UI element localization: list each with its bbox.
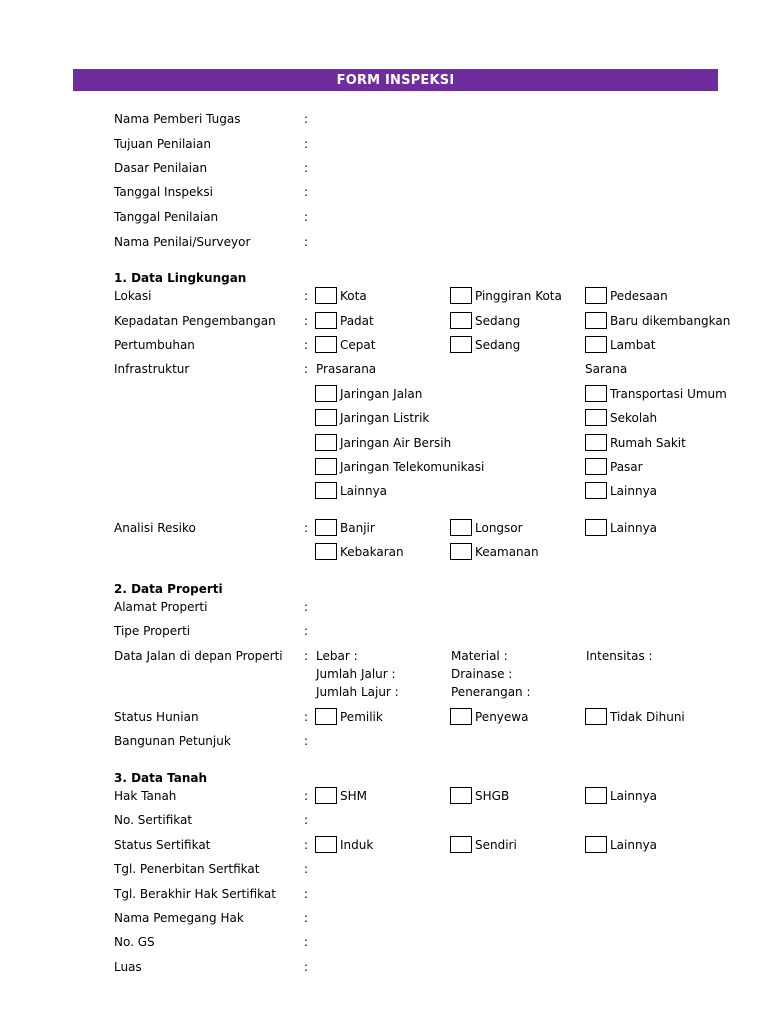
option-label: Rumah Sakit bbox=[610, 436, 686, 450]
colon: : bbox=[304, 813, 309, 827]
checkbox-sertifikat-lainnya[interactable] bbox=[585, 836, 607, 853]
colon: : bbox=[304, 521, 309, 535]
checkbox-pertumbuhan-lambat[interactable] bbox=[585, 336, 607, 353]
colon: : bbox=[304, 624, 309, 638]
form-title: FORM INSPEKSI bbox=[336, 72, 455, 88]
colon: : bbox=[304, 161, 309, 175]
field-dasar-penilaian-label: Dasar Penilaian bbox=[114, 161, 208, 175]
colon: : bbox=[304, 137, 309, 151]
colon: : bbox=[304, 887, 309, 901]
colon: : bbox=[304, 600, 309, 614]
checkbox-lokasi-pinggiran-kota[interactable] bbox=[450, 287, 472, 304]
option-label: Banjir bbox=[340, 521, 375, 535]
checkbox-lokasi-kota[interactable] bbox=[315, 287, 337, 304]
field-tujuan-penilaian-label: Tujuan Penilaian bbox=[114, 137, 211, 151]
checkbox-jaringan-air-bersih[interactable] bbox=[315, 434, 337, 451]
colon: : bbox=[304, 838, 309, 852]
checkbox-lokasi-pedesaan[interactable] bbox=[585, 287, 607, 304]
checkbox-sekolah[interactable] bbox=[585, 409, 607, 426]
colon: : bbox=[304, 960, 309, 974]
checkbox-pertumbuhan-sedang[interactable] bbox=[450, 336, 472, 353]
checkbox-pasar[interactable] bbox=[585, 458, 607, 475]
checkbox-penyewa[interactable] bbox=[450, 708, 472, 725]
colon: : bbox=[304, 862, 309, 876]
colon: : bbox=[304, 185, 309, 199]
option-label: Jaringan Jalan bbox=[340, 387, 423, 401]
checkbox-jaringan-jalan[interactable] bbox=[315, 385, 337, 402]
jalan-jumlah-lajur-label: Jumlah Lajur : bbox=[316, 685, 399, 699]
option-label: Sendiri bbox=[475, 838, 517, 852]
jalan-intensitas-label: Intensitas : bbox=[586, 649, 653, 663]
colon: : bbox=[304, 789, 309, 803]
field-nama-pemberi-tugas-label: Nama Pemberi Tugas bbox=[114, 112, 241, 126]
colon: : bbox=[304, 235, 309, 249]
hak-tanah-label: Hak Tanah bbox=[114, 789, 177, 803]
option-label: Sedang bbox=[475, 338, 521, 352]
option-label: Cepat bbox=[340, 338, 376, 352]
checkbox-shm[interactable] bbox=[315, 787, 337, 804]
option-label: Padat bbox=[340, 314, 374, 328]
colon: : bbox=[304, 314, 309, 328]
jalan-drainase-label: Drainase : bbox=[451, 667, 513, 681]
option-label: Sekolah bbox=[610, 411, 658, 425]
colon: : bbox=[304, 649, 309, 663]
section-heading-data-properti: 2. Data Properti bbox=[114, 582, 223, 596]
section-heading-data-lingkungan: 1. Data Lingkungan bbox=[114, 271, 247, 285]
colon: : bbox=[304, 734, 309, 748]
option-label: Kota bbox=[340, 289, 367, 303]
no-gs-label: No. GS bbox=[114, 935, 155, 949]
status-hunian-label: Status Hunian bbox=[114, 710, 199, 724]
checkbox-pemilik[interactable] bbox=[315, 708, 337, 725]
jalan-penerangan-label: Penerangan : bbox=[451, 685, 531, 699]
option-label: Baru dikembangkan bbox=[610, 314, 731, 328]
checkbox-sendiri[interactable] bbox=[450, 836, 472, 853]
analisi-resiko-label: Analisi Resiko bbox=[114, 521, 196, 535]
checkbox-jaringan-listrik[interactable] bbox=[315, 409, 337, 426]
option-label: Longsor bbox=[475, 521, 523, 535]
checkbox-induk[interactable] bbox=[315, 836, 337, 853]
section-heading-data-tanah: 3. Data Tanah bbox=[114, 771, 208, 785]
option-label: Pinggiran Kota bbox=[475, 289, 562, 303]
colon: : bbox=[304, 362, 309, 376]
checkbox-hak-lainnya[interactable] bbox=[585, 787, 607, 804]
option-label: Transportasi Umum bbox=[610, 387, 727, 401]
option-label: Lainnya bbox=[610, 484, 658, 498]
option-label: Pemilik bbox=[340, 710, 383, 724]
status-sertifikat-label: Status Sertifikat bbox=[114, 838, 211, 852]
option-label: Kebakaran bbox=[340, 545, 404, 559]
colon: : bbox=[304, 911, 309, 925]
checkbox-prasarana-lainnya[interactable] bbox=[315, 482, 337, 499]
checkbox-jaringan-telekomunikasi[interactable] bbox=[315, 458, 337, 475]
colon: : bbox=[304, 112, 309, 126]
checkbox-transportasi-umum[interactable] bbox=[585, 385, 607, 402]
option-label: Sedang bbox=[475, 314, 521, 328]
luas-label: Luas bbox=[114, 960, 142, 974]
checkbox-kepadatan-baru[interactable] bbox=[585, 312, 607, 329]
data-jalan-label: Data Jalan di depan Properti bbox=[114, 649, 283, 663]
checkbox-keamanan[interactable] bbox=[450, 543, 472, 560]
nama-pemegang-hak-label: Nama Pemegang Hak bbox=[114, 911, 244, 925]
option-label: Jaringan Listrik bbox=[340, 411, 430, 425]
field-tanggal-penilaian-label: Tanggal Penilaian bbox=[114, 210, 219, 224]
checkbox-banjir[interactable] bbox=[315, 519, 337, 536]
checkbox-kepadatan-padat[interactable] bbox=[315, 312, 337, 329]
jalan-material-label: Material : bbox=[451, 649, 508, 663]
option-label: Lainnya bbox=[340, 484, 388, 498]
colon: : bbox=[304, 710, 309, 724]
tgl-berakhir-label: Tgl. Berakhir Hak Sertifikat bbox=[114, 887, 276, 901]
checkbox-kebakaran[interactable] bbox=[315, 543, 337, 560]
colon: : bbox=[304, 289, 309, 303]
checkbox-pertumbuhan-cepat[interactable] bbox=[315, 336, 337, 353]
option-label: Lambat bbox=[610, 338, 656, 352]
option-label: SHGB bbox=[475, 789, 510, 803]
checkbox-tidak-dihuni[interactable] bbox=[585, 708, 607, 725]
form-title-bar bbox=[73, 69, 718, 91]
option-label: Keamanan bbox=[475, 545, 539, 559]
tipe-properti-label: Tipe Properti bbox=[114, 624, 191, 638]
option-label: SHM bbox=[340, 789, 367, 803]
option-label: Jaringan Telekomunikasi bbox=[340, 460, 485, 474]
lokasi-label: Lokasi bbox=[114, 289, 152, 303]
option-label: Pedesaan bbox=[610, 289, 668, 303]
option-label: Jaringan Air Bersih bbox=[340, 436, 452, 450]
option-label: Induk bbox=[340, 838, 374, 852]
option-label: Tidak Dihuni bbox=[610, 710, 685, 724]
field-tanggal-inspeksi-label: Tanggal Inspeksi bbox=[114, 185, 213, 199]
option-label: Lainnya bbox=[610, 521, 658, 535]
option-label: Penyewa bbox=[475, 710, 529, 724]
kepadatan-label: Kepadatan Pengembangan bbox=[114, 314, 276, 328]
colon: : bbox=[304, 338, 309, 352]
field-nama-penilai-label: Nama Penilai/Surveyor bbox=[114, 235, 251, 249]
option-label: Lainnya bbox=[610, 838, 658, 852]
jalan-jumlah-jalur-label: Jumlah Jalur : bbox=[316, 667, 396, 681]
checkbox-resiko-lainnya[interactable] bbox=[585, 519, 607, 536]
prasarana-label: Prasarana bbox=[316, 362, 377, 376]
tgl-penerbitan-label: Tgl. Penerbitan Sertfikat bbox=[114, 862, 260, 876]
checkbox-rumah-sakit[interactable] bbox=[585, 434, 607, 451]
colon: : bbox=[304, 935, 309, 949]
infrastruktur-label: Infrastruktur bbox=[114, 362, 190, 376]
alamat-properti-label: Alamat Properti bbox=[114, 600, 208, 614]
option-label: Pasar bbox=[610, 460, 643, 474]
option-label: Lainnya bbox=[610, 789, 658, 803]
bangunan-petunjuk-label: Bangunan Petunjuk bbox=[114, 734, 231, 748]
no-sertifikat-label: No. Sertifikat bbox=[114, 813, 193, 827]
sarana-label: Sarana bbox=[585, 362, 628, 376]
colon: : bbox=[304, 210, 309, 224]
checkbox-longsor[interactable] bbox=[450, 519, 472, 536]
jalan-lebar-label: Lebar : bbox=[316, 649, 358, 663]
pertumbuhan-label: Pertumbuhan bbox=[114, 338, 195, 352]
checkbox-shgb[interactable] bbox=[450, 787, 472, 804]
checkbox-sarana-lainnya[interactable] bbox=[585, 482, 607, 499]
checkbox-kepadatan-sedang[interactable] bbox=[450, 312, 472, 329]
